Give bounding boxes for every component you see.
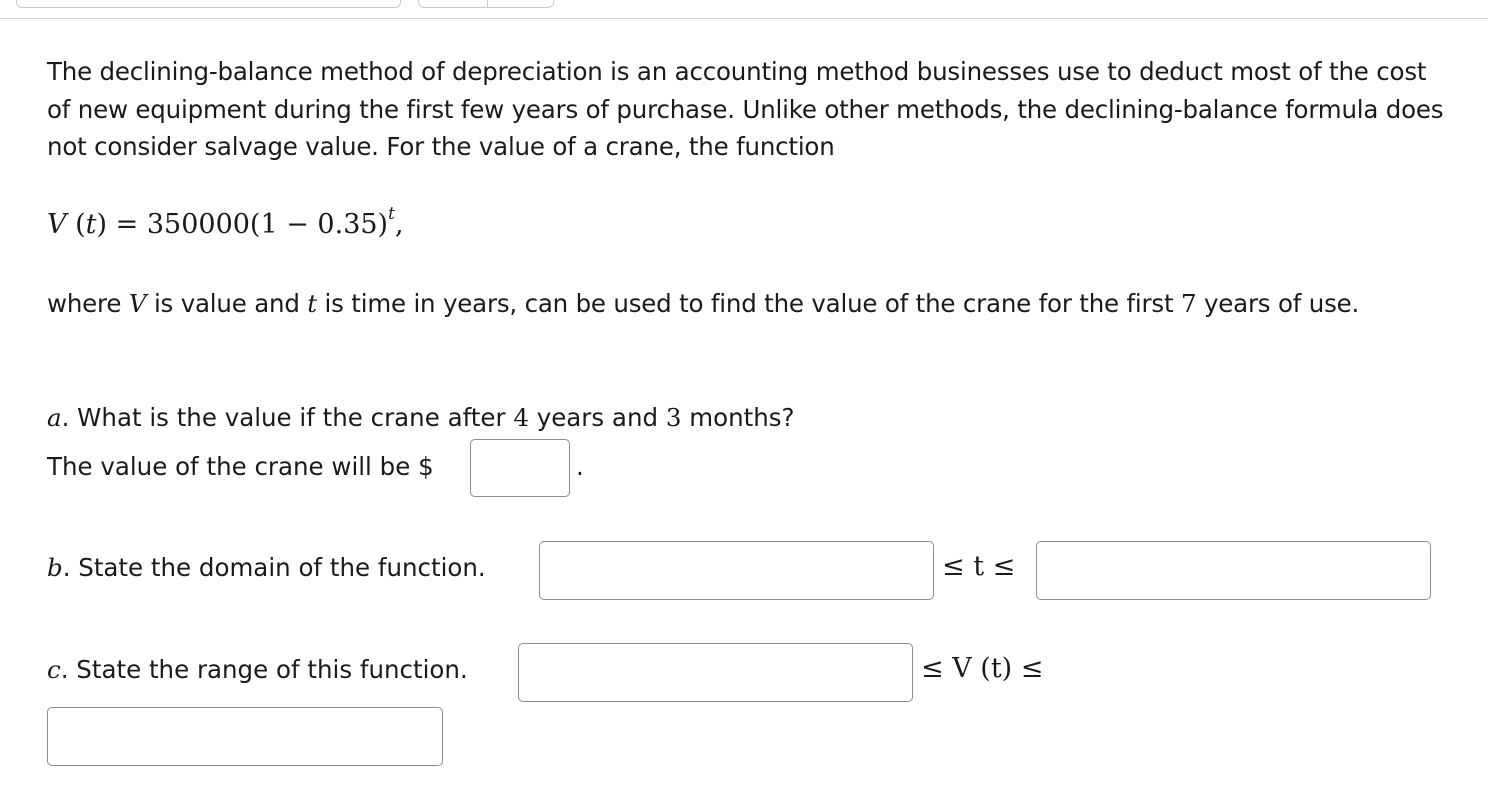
header-divider (0, 18, 1488, 19)
formula-var: t (85, 209, 97, 240)
domain-relation: ≤ t ≤ (942, 551, 1016, 582)
context-mid1: is value and (153, 289, 300, 318)
formula-trail: , (394, 209, 404, 240)
context-var-v: V (128, 289, 147, 318)
part-a-letter: a (47, 403, 62, 432)
domain-lower-box[interactable] (539, 541, 934, 600)
part-a-question-end: months? (689, 403, 795, 432)
part-a-mid: years and (536, 403, 659, 432)
part-a-question (47, 402, 795, 434)
part-c-letter: c (47, 655, 61, 684)
range-upper-box[interactable] (47, 707, 443, 766)
part-a-answer-prefix: The value of the crane will be $ (47, 452, 434, 481)
context-where: where (47, 289, 122, 318)
formula-equals: = (115, 209, 139, 240)
part-b-question-text: . State the domain of the function. (62, 553, 486, 582)
domain-lower-input[interactable] (540, 542, 933, 599)
part-a-question-start: . What is the value if the crane after (61, 403, 506, 432)
intro-paragraph: The declining-balance method of depreciation is an accounting method businesses use to deduct most of the cost of new equipment during the first few years of purchase. Unlike other methods, the declining-balance formula does not consider salvage value. For the value of a crane, the function (47, 57, 1444, 161)
domain-upper-input[interactable] (1037, 542, 1430, 599)
part-a-answer-suffix: . (576, 452, 584, 481)
formula-open-paren: ( (75, 209, 86, 240)
range-lower-input[interactable] (519, 644, 912, 701)
domain-upper-box[interactable] (1036, 541, 1431, 600)
part-c-question-text: . State the range of this function. (60, 655, 468, 684)
range-lower-box[interactable] (518, 643, 913, 702)
part-a-months: 3 (665, 403, 682, 432)
formula-base: 350000(1 − 0.35) (146, 209, 389, 240)
context-paragraph (47, 285, 1447, 323)
depreciation-formula (47, 204, 404, 240)
part-b-question (47, 552, 486, 584)
part-c-question (47, 654, 468, 686)
formula-close-paren: ) (96, 209, 108, 240)
top-tab-right[interactable] (418, 0, 554, 8)
part-b-letter: b (47, 553, 63, 582)
part-a-years: 4 (513, 403, 529, 432)
context-mid2: is time in years, can be used to find the value of the crane for the first (324, 289, 1174, 318)
part-a-answer-box[interactable] (470, 439, 570, 497)
top-tab-divider (487, 0, 488, 7)
context-var-t: t (307, 289, 317, 318)
range-relation: ≤ V (t) ≤ (921, 653, 1044, 684)
formula-lhs: V (47, 209, 67, 240)
top-tab-left[interactable] (16, 0, 401, 8)
formula-exponent: t (388, 204, 395, 224)
context-end: years of use. (1203, 289, 1360, 318)
part-a-answer-input[interactable] (471, 440, 569, 496)
context-years-num: 7 (1180, 289, 1197, 318)
range-upper-input[interactable] (48, 708, 442, 765)
